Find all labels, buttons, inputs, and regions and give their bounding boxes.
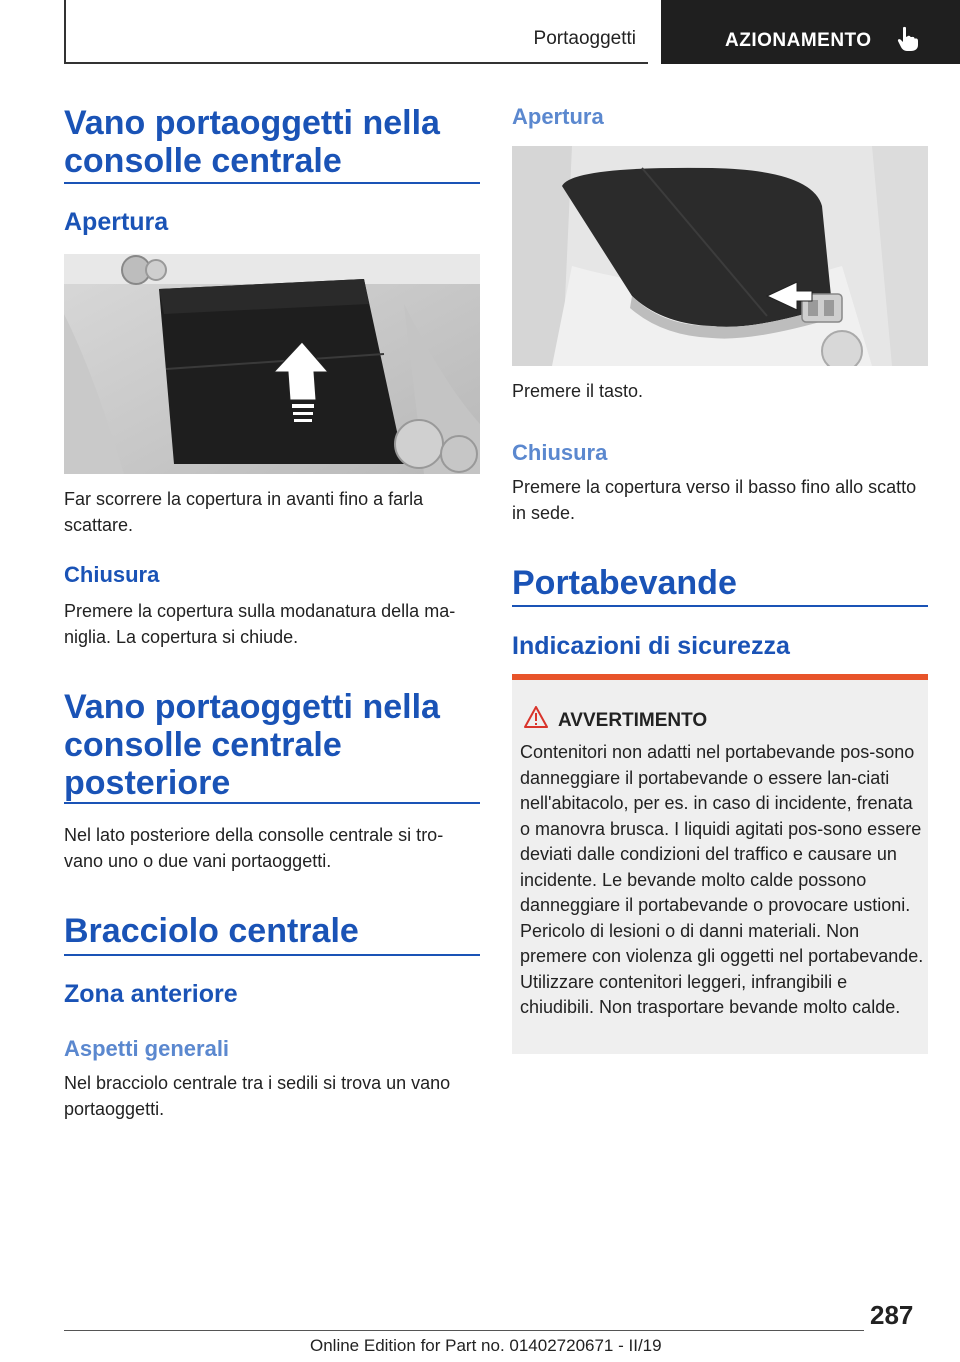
page-number: 287 bbox=[870, 1300, 914, 1330]
heading-apertura: Apertura bbox=[64, 208, 169, 236]
heading-safety-notes: Indicazioni di sicurezza bbox=[512, 632, 790, 660]
header-chapter-tab bbox=[661, 0, 960, 64]
warning-text: Contenitori non adatti nel portabevande pos-sono danneggiare il portabevande o essere lan-ciati nell'abitacolo, per es. in caso di incidente, frenata o manovra brusca. I liquidi agitati pos-sono essere deviati dalle condizioni del traffico e causare un incidente. Le bevande molto calde possono danneggiare il portabevande o provocare ustioni. Pericolo di lesioni o di danni materiali. Non premere con violenza gli oggetti nel portabevande. Utilizzare contenitori leggeri, infrangibili e chiudibili. Non trasportare bevande molto calde. bbox=[520, 742, 924, 1017]
warning-box bbox=[512, 680, 928, 1054]
header-section-box bbox=[64, 0, 648, 64]
aspetti-generali-text: Nel bracciolo centrale tra i sedili si trova un vano portaoggetti. bbox=[64, 1073, 451, 1119]
chiusura-instructions: Premere la copertura sulla modanatura della ma-niglia. La copertura si chiude. bbox=[64, 601, 456, 647]
heading-chiusura-armrest: Chiusura bbox=[512, 440, 608, 465]
footer-rule bbox=[64, 1330, 864, 1331]
section-title-console-storage: Vano portaoggetti nella consolle centrale bbox=[64, 104, 440, 180]
apertura-armrest-text: Premere il tasto. bbox=[512, 381, 644, 401]
apertura-instructions: Far scorrere la copertura in avanti fino a farla scattare. bbox=[64, 489, 424, 535]
console-cover-photo bbox=[64, 254, 480, 474]
warning-label: AVVERTIMENTO bbox=[558, 710, 708, 731]
hand-pointer-icon bbox=[897, 26, 919, 57]
title-underline bbox=[64, 182, 480, 184]
title-underline bbox=[64, 954, 480, 956]
chiusura-armrest-text: Premere la copertura verso il basso fino allo scatto in sede. bbox=[512, 477, 917, 523]
header-chapter-title: AZIONAMENTO bbox=[725, 30, 872, 51]
heading-aspetti-generali: Aspetti generali bbox=[64, 1036, 230, 1061]
heading-apertura-armrest: Apertura bbox=[512, 104, 604, 129]
section-title-rear-console-storage: Vano portaoggetti nella consolle centrale posteriore bbox=[64, 688, 440, 802]
heading-zona-anteriore: Zona anteriore bbox=[64, 980, 238, 1008]
warning-triangle-icon bbox=[524, 706, 548, 733]
heading-chiusura: Chiusura bbox=[64, 562, 160, 587]
section-title-armrest: Bracciolo centrale bbox=[64, 912, 359, 950]
rear-storage-description: Nel lato posteriore della consolle centrale si tro-vano uno o due vani portaoggetti. bbox=[64, 825, 444, 871]
title-underline bbox=[512, 605, 928, 607]
section-title-cupholders: Portabevande bbox=[512, 564, 737, 602]
armrest-button-photo bbox=[512, 146, 928, 366]
title-underline bbox=[64, 802, 480, 804]
header-section-title: Portaoggetti bbox=[533, 28, 636, 49]
footer-edition: Online Edition for Part no. 01402720671 - II/19 bbox=[310, 1336, 662, 1355]
